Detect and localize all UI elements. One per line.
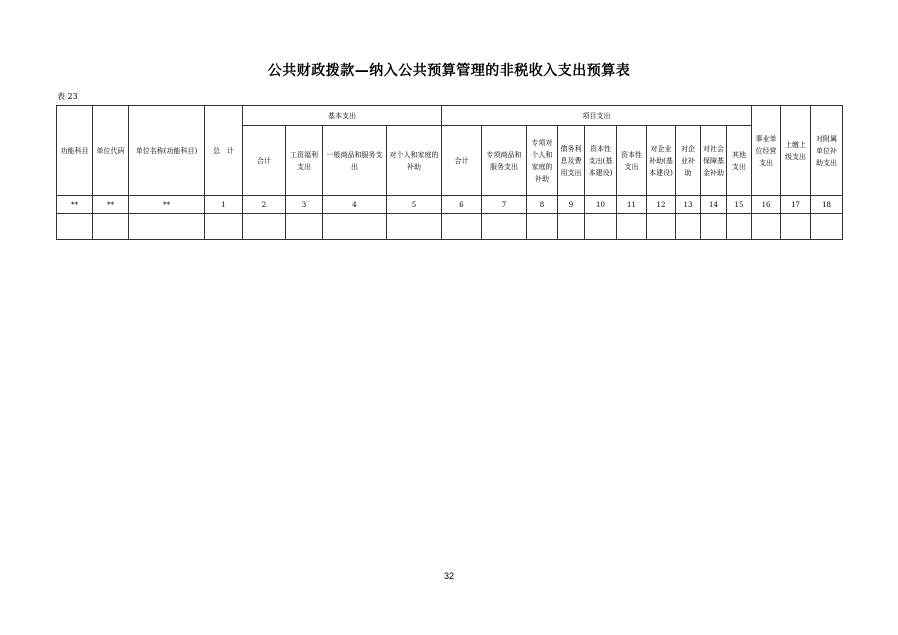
header-affiliated-subsidy: 对附属单位补助支出 xyxy=(811,106,843,196)
header-other: 其他支出 xyxy=(727,126,752,196)
header-remit-higher: 上缴上级支出 xyxy=(781,106,811,196)
data-cell xyxy=(585,214,617,240)
header-enterprise-subsidy: 对企业补助 xyxy=(676,126,701,196)
header-special-goods: 专项商品和服务支出 xyxy=(482,126,527,196)
data-cell xyxy=(286,214,323,240)
data-cell xyxy=(57,214,93,240)
header-basic-total: 合计 xyxy=(243,126,286,196)
data-cell xyxy=(752,214,781,240)
data-cell xyxy=(323,214,387,240)
data-cell xyxy=(781,214,811,240)
header-capital: 资本性支出 xyxy=(617,126,647,196)
index-cell: 8 xyxy=(527,196,558,214)
header-basic-expenditure: 基本支出 xyxy=(243,106,442,126)
header-special-personal: 专项对个人和家庭的补助 xyxy=(527,126,558,196)
header-capital-infra: 资本性支出(基本建设) xyxy=(585,126,617,196)
index-cell: 14 xyxy=(701,196,727,214)
header-project-total: 合计 xyxy=(442,126,482,196)
data-cell xyxy=(727,214,752,240)
index-cell: 9 xyxy=(558,196,585,214)
page-number: 32 xyxy=(443,571,454,581)
data-cell xyxy=(617,214,647,240)
index-cell: 2 xyxy=(243,196,286,214)
index-cell: 5 xyxy=(387,196,442,214)
index-cell: 3 xyxy=(286,196,323,214)
header-personal-subsidy: 对个人和家庭的补助 xyxy=(387,126,442,196)
empty-data-row xyxy=(57,214,843,240)
data-cell xyxy=(442,214,482,240)
data-cell xyxy=(205,214,243,240)
index-cell: ** xyxy=(93,196,129,214)
header-unit-code: 单位代码 xyxy=(93,106,129,196)
data-cell xyxy=(527,214,558,240)
header-func-subject: 功能科目 xyxy=(57,106,93,196)
header-project-expenditure: 项目支出 xyxy=(442,106,752,126)
index-cell: 11 xyxy=(617,196,647,214)
index-cell: 7 xyxy=(482,196,527,214)
header-enterprise-infra: 对企业补助(基本建设) xyxy=(647,126,676,196)
table-number: 表 23 xyxy=(57,92,78,101)
header-debt-interest: 债务利息及费用支出 xyxy=(558,126,585,196)
index-cell: 17 xyxy=(781,196,811,214)
data-cell xyxy=(129,214,205,240)
index-cell: 10 xyxy=(585,196,617,214)
data-cell xyxy=(387,214,442,240)
header-public-unit-operating: 事业单位经营支出 xyxy=(752,106,781,196)
header-wages-welfare: 工资福利支出 xyxy=(286,126,323,196)
page-title: 公共财政拨款—纳入公共预算管理的非税收入支出预算表 xyxy=(267,63,631,79)
data-cell xyxy=(811,214,843,240)
index-row xyxy=(57,196,843,214)
data-cell xyxy=(482,214,527,240)
index-cell: 1 xyxy=(205,196,243,214)
index-cell: ** xyxy=(129,196,205,214)
index-cell: 15 xyxy=(727,196,752,214)
index-cell: 6 xyxy=(442,196,482,214)
index-cell: 4 xyxy=(323,196,387,214)
header-general-goods: 一般商品和服务支出 xyxy=(323,126,387,196)
index-cell: 12 xyxy=(647,196,676,214)
data-cell xyxy=(676,214,701,240)
data-cell xyxy=(647,214,676,240)
index-cell: ** xyxy=(57,196,93,214)
data-cell xyxy=(701,214,727,240)
index-cell: 18 xyxy=(811,196,843,214)
data-cell xyxy=(243,214,286,240)
index-cell: 13 xyxy=(676,196,701,214)
data-cell xyxy=(93,214,129,240)
header-social-security: 对社会保障基金补助 xyxy=(701,126,727,196)
data-cell xyxy=(558,214,585,240)
header-unit-name: 单位名称(功能科目) xyxy=(129,106,205,196)
header-total: 总 计 xyxy=(205,106,243,196)
budget-table xyxy=(56,105,843,240)
index-cell: 16 xyxy=(752,196,781,214)
